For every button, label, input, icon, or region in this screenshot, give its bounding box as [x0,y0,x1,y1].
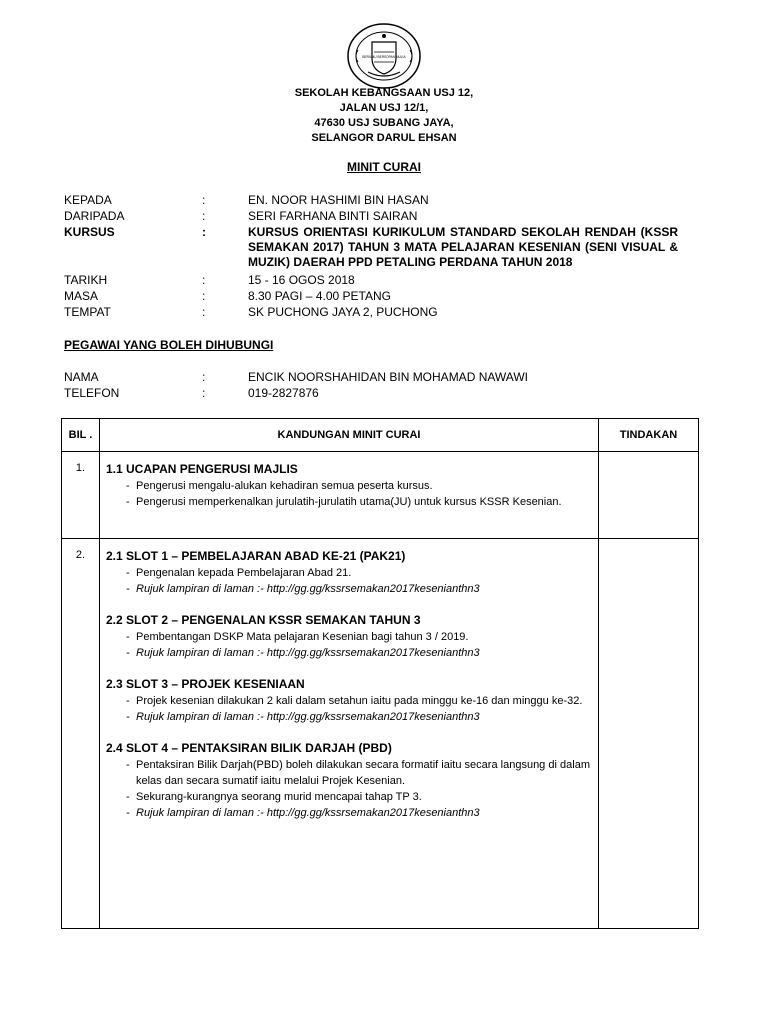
row-action [599,452,699,539]
school-address [0,86,768,146]
contact-section-title: PEGAWAI YANG BOLEH DIHUBUNGI [64,338,274,352]
header-bil: BIL . [62,419,100,452]
address-line-2: 47630 USJ SUBANG JAYA, [314,117,454,129]
address-line-1: JALAN USJ 12/1, [339,102,429,114]
info-tempat [64,305,704,320]
item-heading: 1.1 UCAPAN PENGERUSI MAJLIS [106,462,298,476]
row-number: 2. [62,539,100,929]
table-row [62,452,699,539]
minutes-table [61,418,699,929]
reference-link: - Rujuk lampiran di laman :- http://gg.gg/kssrsemakan2017kesenianthn3 [136,581,590,597]
list-item: - Pengenalan kepada Pembelajaran Abad 21. [136,565,590,581]
school-name: SEKOLAH KEBANGSAAN USJ 12, [294,87,474,99]
bullet-list [106,693,590,725]
colon: : [202,370,206,384]
tempat-value: SK PUCHONG JAYA 2, PUCHONG [248,305,438,319]
reference-link: - Rujuk lampiran di laman :- http://gg.gg/kssrsemakan2017kesenianthn3 [136,645,590,661]
list-item: - Pentaksiran Bilik Darjah(PBD) boleh dilakukan secara formatif iaitu secara langsung di dalam kelas dan secara sumatif iaitu melalui Projek Kesenian. [136,757,590,789]
list-item: - Pengerusi memperkenalkan jurulatih-jurulatih utama(JU) untuk kursus KSSR Kesenian. [136,494,590,510]
info-tarikh [64,273,704,288]
kursus-value: KURSUS ORIENTASI KURIKULUM STANDARD SEKOLAH RENDAH (KSSR SEMAKAN 2017) TAHUN 3 MATA PELAJARAN KESENIAN (SENI VISUAL & MUZIK) DAERAH PPD PETALING PERDANA TAHUN 2018 [248,225,678,269]
header-kandungan: KANDUNGAN MINIT CURAI [100,419,599,452]
list-item: - Pengerusi mengalu-alukan kehadiran semua peserta kursus. [136,478,590,494]
list-item: - Projek kesenian dilakukan 2 kali dalam setahun iaitu pada minggu ke-16 dan minggu ke-32. [136,693,590,709]
colon: : [202,225,206,239]
bullet-list [106,565,590,597]
info-kepada [64,193,704,208]
table-row [62,539,699,929]
crest-motto: BERILMU BERSOPAN MULIA [362,55,406,59]
document-title: MINIT CURAI [347,160,421,174]
list-item: - Sekurang-kurangnya seorang murid mencapai tahap TP 3. [136,789,590,805]
tarikh-value: 15 - 16 OGOS 2018 [248,273,355,287]
colon: : [202,273,206,287]
nama-value: ENCIK NOORSHAHIDAN BIN MOHAMAD NAWAWI [248,370,529,384]
telefon-label: TELEFON [64,386,120,400]
masa-label: MASA [64,289,99,303]
info-masa [64,289,704,304]
bullet-list [106,629,590,661]
daripada-value: SERI FARHANA BINTI SAIRAN [248,209,418,223]
bullet-list [106,757,590,821]
tarikh-label: TARIKH [64,273,108,287]
reference-link: - Rujuk lampiran di laman :- http://gg.gg/kssrsemakan2017kesenianthn3 [136,805,590,821]
telefon-value: 019-2827876 [248,386,319,400]
item-heading: 2.4 SLOT 4 – PENTAKSIRAN BILIK DARJAH (PBD) [106,741,392,755]
info-telefon [64,386,704,401]
item-heading: 2.1 SLOT 1 – PEMBELAJARAN ABAD KE-21 (PAK21) [106,549,406,563]
list-item: - Pembentangan DSKP Mata pelajaran Kesenian bagi tahun 3 / 2019. [136,629,590,645]
kursus-label: KURSUS [64,225,115,239]
tempat-label: TEMPAT [64,305,111,319]
masa-value: 8.30 PAGI – 4.00 PETANG [248,289,391,303]
row-content [100,539,599,929]
info-kursus [64,225,704,273]
colon: : [202,209,206,223]
item-heading: 2.3 SLOT 3 – PROJEK KESENIAAN [106,677,305,691]
address-line-3: SELANGOR DARUL EHSAN [311,132,457,144]
reference-link: - Rujuk lampiran di laman :- http://gg.gg/kssrsemakan2017kesenianthn3 [136,709,590,725]
row-action [599,539,699,929]
header-tindakan: TINDAKAN [599,419,699,452]
kepada-value: EN. NOOR HASHIMI BIN HASAN [248,193,429,207]
table-header-row [62,419,699,452]
bullet-list [106,478,590,510]
colon: : [202,305,206,319]
info-nama [64,370,704,385]
colon: : [202,386,206,400]
school-crest-icon [344,22,424,90]
colon: : [202,193,206,207]
colon: : [202,289,206,303]
kepada-label: KEPADA [64,193,112,207]
row-content [100,452,599,539]
nama-label: NAMA [64,370,99,384]
daripada-label: DARIPADA [64,209,125,223]
info-daripada [64,209,704,224]
row-number: 1. [62,452,100,539]
item-heading: 2.2 SLOT 2 – PENGENALAN KSSR SEMAKAN TAHUN 3 [106,613,421,627]
